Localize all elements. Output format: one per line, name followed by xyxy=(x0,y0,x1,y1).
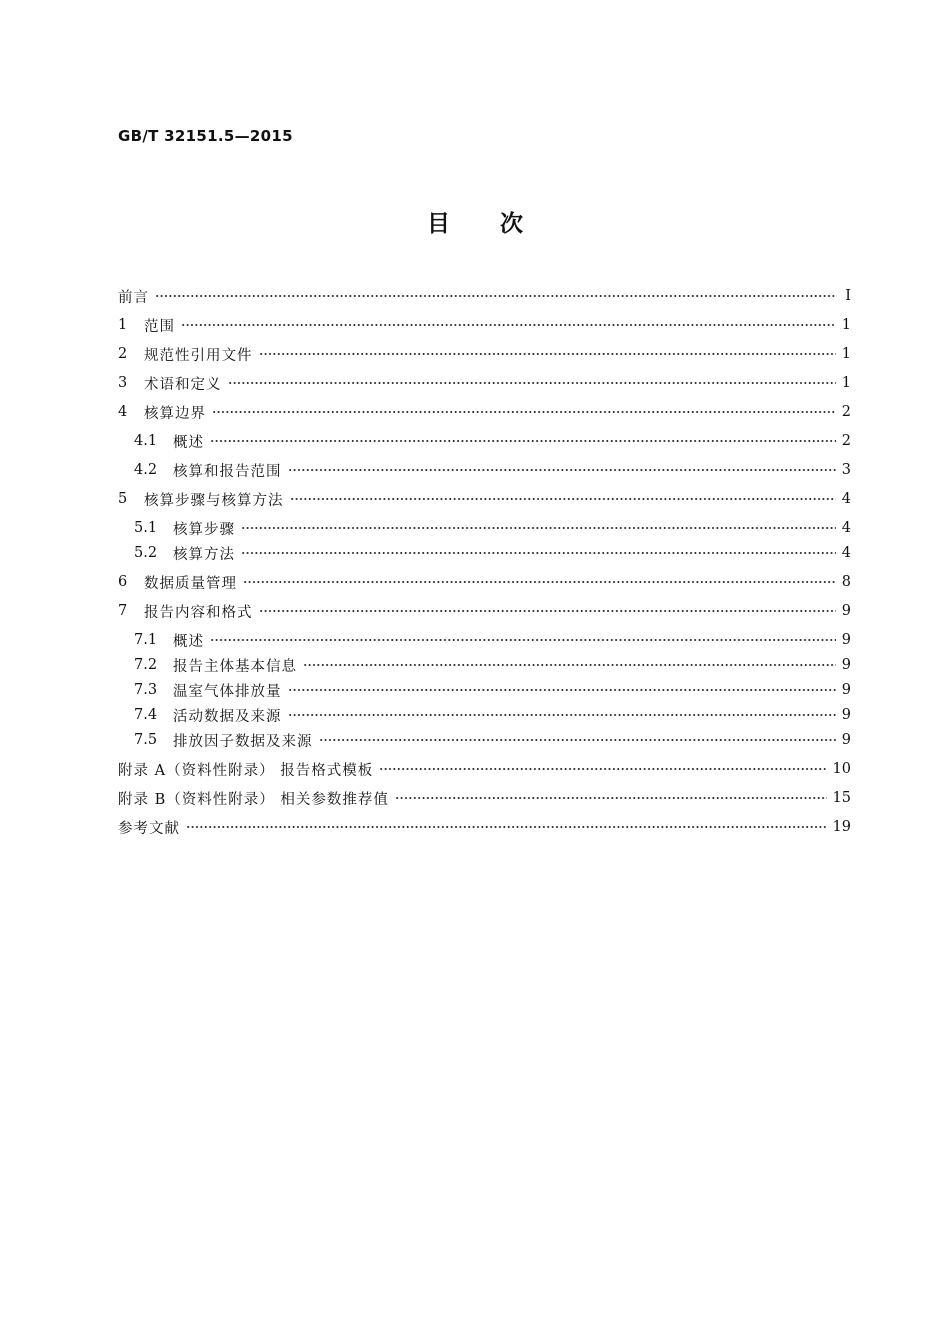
toc-entry-label: 排放因子数据及来源 xyxy=(173,733,313,750)
dot-leader xyxy=(395,793,827,803)
toc-entry[interactable] xyxy=(134,728,851,752)
toc-entry-number: 6 xyxy=(118,574,128,590)
toc-entry[interactable] xyxy=(134,628,851,652)
toc-entry-label: 概述 xyxy=(173,434,204,451)
dot-leader xyxy=(259,349,836,359)
toc-entry[interactable] xyxy=(134,429,851,453)
toc-entry[interactable] xyxy=(134,703,851,727)
dot-leader xyxy=(243,577,836,587)
toc-entry[interactable] xyxy=(118,757,851,781)
page-title: 目次 xyxy=(427,211,573,237)
toc-entry-label: 规范性引用文件 xyxy=(144,347,253,364)
toc-entry-label: 前言 xyxy=(118,289,149,306)
dot-leader xyxy=(259,606,836,616)
toc-entry-label: 附录 B（资料性附录） 相关参数推荐值 xyxy=(118,791,389,808)
toc-entry-label: 概述 xyxy=(173,633,204,650)
toc-entry-label: 报告主体基本信息 xyxy=(173,658,297,675)
toc-entry[interactable] xyxy=(134,678,851,702)
toc-entry-page-number: 9 xyxy=(841,632,851,648)
toc-entry-number: 4.1 xyxy=(134,433,158,449)
toc-entry-label: 参考文献 xyxy=(118,820,180,837)
toc-entry-page-number: 9 xyxy=(841,682,851,698)
toc-entry-page-number: 15 xyxy=(832,790,851,806)
toc-entry-label: 核算和报告范围 xyxy=(173,463,282,480)
toc-entry[interactable] xyxy=(118,487,851,511)
toc-entry-page-number: Ⅰ xyxy=(845,288,851,304)
dot-leader xyxy=(155,291,837,301)
dot-leader xyxy=(379,764,826,774)
toc-entry-page-number: 9 xyxy=(841,732,851,748)
toc-entry-number: 4.2 xyxy=(134,462,158,478)
toc-entry-page-number: 4 xyxy=(841,520,851,536)
dot-leader xyxy=(186,822,827,832)
toc-entry-label: 核算边界 xyxy=(144,405,206,422)
toc-entry-number: 7.2 xyxy=(134,657,158,673)
toc-entry-number: 2 xyxy=(118,346,128,362)
dot-leader xyxy=(288,465,836,475)
toc-entry[interactable] xyxy=(134,541,851,565)
toc-entry-page-number: 8 xyxy=(841,574,851,590)
toc-entry[interactable] xyxy=(118,815,851,839)
toc-entry-page-number: 4 xyxy=(841,491,851,507)
toc-entry-page-number: 10 xyxy=(832,761,851,777)
toc-entry[interactable] xyxy=(118,342,851,366)
toc-entry-label: 范围 xyxy=(144,318,175,335)
toc-entry[interactable] xyxy=(118,599,851,623)
toc-entry-number: 7.5 xyxy=(134,732,158,748)
toc-entry[interactable] xyxy=(118,284,851,308)
dot-leader xyxy=(288,685,836,695)
toc-entry-number: 7.3 xyxy=(134,682,158,698)
toc-entry-page-number: 19 xyxy=(832,819,851,835)
toc-entry-page-number: 9 xyxy=(841,657,851,673)
toc-entry[interactable] xyxy=(118,786,851,810)
toc-entry[interactable] xyxy=(118,313,851,337)
toc-entry-number: 7 xyxy=(118,603,128,619)
toc-entry[interactable] xyxy=(118,400,851,424)
toc-entry-page-number: 1 xyxy=(841,317,851,333)
dot-leader xyxy=(210,436,836,446)
toc-entry-label: 活动数据及来源 xyxy=(173,708,282,725)
toc-entry-number: 5.2 xyxy=(134,545,158,561)
toc-entry-page-number: 4 xyxy=(841,545,851,561)
toc-entry[interactable] xyxy=(134,458,851,482)
dot-leader xyxy=(319,735,836,745)
toc-entry-number: 5 xyxy=(118,491,128,507)
toc-entry-label: 术语和定义 xyxy=(144,376,222,393)
dot-leader xyxy=(241,548,836,558)
toc-entry-label: 核算步骤与核算方法 xyxy=(144,492,284,509)
toc-entry-page-number: 9 xyxy=(841,603,851,619)
dot-leader xyxy=(212,407,836,417)
toc-entry-page-number: 9 xyxy=(841,707,851,723)
dot-leader xyxy=(303,660,836,670)
toc-entry-number: 7.1 xyxy=(134,632,158,648)
toc-entry[interactable] xyxy=(134,516,851,540)
toc-entry-label: 核算步骤 xyxy=(173,521,235,538)
dot-leader xyxy=(288,710,836,720)
toc-entry-label: 数据质量管理 xyxy=(144,575,237,592)
standard-number: GB/T 32151.5—2015 xyxy=(118,127,293,145)
toc-entry-number: 4 xyxy=(118,404,128,420)
dot-leader xyxy=(228,378,836,388)
toc-entry-page-number: 1 xyxy=(841,346,851,362)
toc-entry-page-number: 2 xyxy=(841,433,851,449)
toc-entry-page-number: 3 xyxy=(841,462,851,478)
toc-entry-number: 1 xyxy=(118,317,128,333)
dot-leader xyxy=(241,523,836,533)
toc-entry-page-number: 1 xyxy=(841,375,851,391)
toc-entry-label: 温室气体排放量 xyxy=(173,683,282,700)
toc-entry-number: 3 xyxy=(118,375,128,391)
toc-entry-label: 报告内容和格式 xyxy=(144,604,253,621)
toc-entry-page-number: 2 xyxy=(841,404,851,420)
toc-entry-label: 核算方法 xyxy=(173,546,235,563)
toc-entry[interactable] xyxy=(134,653,851,677)
toc-entry-number: 5.1 xyxy=(134,520,158,536)
toc-entry-label: 附录 A（资料性附录） 报告格式模板 xyxy=(118,762,374,779)
dot-leader xyxy=(210,635,836,645)
dot-leader xyxy=(290,494,836,504)
dot-leader xyxy=(181,320,836,330)
toc-entry[interactable] xyxy=(118,570,851,594)
toc-entry-number: 7.4 xyxy=(134,707,158,723)
toc-entry[interactable] xyxy=(118,371,851,395)
